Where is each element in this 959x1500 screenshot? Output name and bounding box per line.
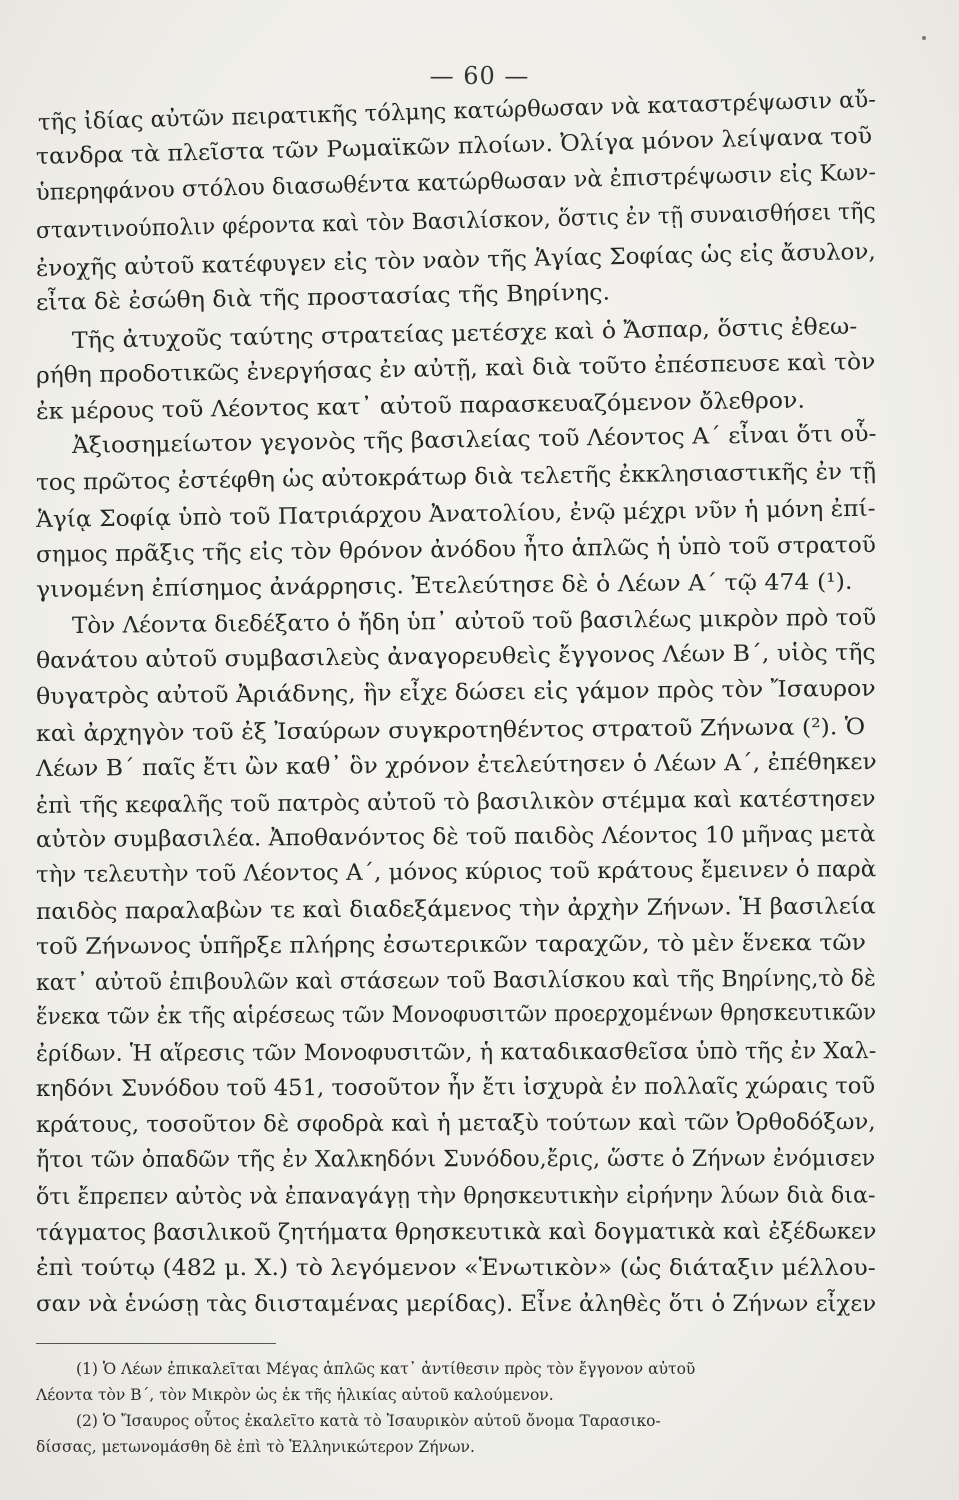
text-line: εἶτα δὲ ἐσώθη διὰ τῆς προστασίας τῆς Βηρίνης. [35, 279, 611, 316]
text-line: τάγματος βασιλικοῦ ζητήματα θρησκευτικὰ καὶ δογματικὰ καὶ ἐξέδωκεν [35, 1218, 877, 1246]
text-line: Λέων Β΄ παῖς ἔτι ὢν καθ᾽ ὃν χρόνον ἐτελεύτησεν ὁ Λέων Α΄, ἐπέθηκεν [35, 748, 877, 782]
text-line: ἐρίδων. Ἡ αἵρεσις τῶν Μονοφυσιτῶν, ἡ καταδικασθεῖσα ὑπὸ τῆς ἐν Χαλ- [35, 1038, 877, 1067]
text-line: ὑπερηφάνου στόλου διασωθέντα κατώρθωσαν νὰ ἐπιστρέψωσιν εἰς Κων- [35, 159, 877, 206]
footnote-line: Λέοντα τὸν Β΄, τὸν Μικρὸν ὡς ἐκ τῆς ἡλικίας αὐτοῦ καλούμενον. [36, 1386, 554, 1404]
text-line: τος πρῶτος ἐστέφθη ὡς αὐτοκράτωρ διὰ τελετῆς ἐκκλησιαστικῆς ἐν τῇ [35, 458, 877, 496]
text-line: σαν νὰ ἑνώσῃ τὰς διισταμένας μερίδας). Εἶνε ἀληθὲς ὅτι ὁ Ζήνων εἶχεν [36, 1291, 877, 1317]
text-line: κηδόνι Συνόδου τοῦ 451, τοσοῦτον ἦν ἔτι ἰσχυρὰ ἐν πολλαῖς χώραις τοῦ [35, 1073, 876, 1102]
footnote-divider [36, 1343, 276, 1344]
text-line: ἐπὶ τῆς κεφαλῆς τοῦ πατρὸς αὐτοῦ τὸ βασιλικὸν στέμμα καὶ κατέστησεν [35, 785, 876, 819]
text-line: Ἁγίᾳ Σοφίᾳ ὑπὸ τοῦ Πατριάρχου Ἀνατολίου, ἐνῷ μέχρι νῦν ἡ μόνη ἐπί- [35, 495, 876, 533]
text-line: ὅτι ἔπρεπεν αὐτὸς νὰ ἐπαναγάγῃ τὴν θρησκευτικὴν εἰρήνην λύων διὰ δια- [35, 1182, 876, 1210]
text-line: τῆς ἰδίας αὐτῶν πειρατικῆς τόλμης κατώρθωσαν νὰ καταστρέψωσιν αὔ- [37, 86, 877, 136]
footnote-line: δίσσας, μετωνομάσθη δὲ ἐπὶ τὸ Ἑλληνικώτερον Ζήνων. [36, 1438, 475, 1456]
text-line: καὶ ἀρχηγὸν τοῦ ἐξ Ἰσαύρων συγκροτηθέντος στρατοῦ Ζήνωνα (²). Ὁ [35, 714, 866, 747]
text-line: σημος πρᾶξις τῆς εἰς τὸν θρόνον ἀνόδου ἦτο ἁπλῶς ἡ ὑπὸ τοῦ στρατοῦ [35, 532, 877, 568]
text-line: θυγατρὸς αὐτοῦ Ἀριάδνης, ἣν εἶχε δώσει εἰς γάμον πρὸς τὸν Ἴσαυρον [35, 675, 876, 710]
text-line: Τὸν Λέοντα διεδέξατο ὁ ἤδη ὑπ᾽ αὐτοῦ τοῦ βασιλέως μικρὸν πρὸ τοῦ [71, 604, 877, 639]
text-line: τανδρα τὰ πλεῖστα τῶν Ρωμαϊκῶν πλοίων. Ὀλίγα μόνον λείψανα τοῦ [35, 123, 873, 170]
text-line: σταντινούπολιν φέροντα καὶ τὸν Βασιλίσκον, ὅστις ἐν τῇ συναισθήσει τῆς [35, 198, 876, 244]
text-line: τὴν τελευτὴν τοῦ Λέοντος Α΄, μόνος κύριος τοῦ κράτους ἔμεινεν ὁ παρὰ [35, 856, 877, 888]
text-line: ἕνεκα τῶν ἐκ τῆς αἱρέσεως τῶν Μονοφυσιτῶν προερχομένων θρησκευτικῶν [35, 999, 877, 1030]
text-line: κατ᾽ αὐτοῦ ἐπιβουλῶν καὶ στάσεων τοῦ Βασιλίσκου καὶ τῆς Βηρίνης,τὸ δὲ [35, 965, 876, 996]
page-number: — 60 — [429, 62, 530, 90]
text-line: τοῦ Ζήνωνος ὑπῆρξε πλήρης ἐσωτερικῶν ταραχῶν, τὸ μὲν ἕνεκα τῶν [35, 929, 867, 960]
text-line: αὐτὸν συμβασιλέα. Ἀποθανόντος δὲ τοῦ παιδὸς Λέοντος 10 μῆνας μετὰ [35, 821, 876, 853]
text-line: ἐκ μέρους τοῦ Λέοντος κατ᾽ αὐτοῦ παρασκευαζόμενον ὄλεθρον. [35, 387, 806, 425]
text-line: Τῆς ἀτυχοῦς ταύτης στρατείας μετέσχε καὶ ὁ Ἄσπαρ, ὅστις ἐθεω- [71, 313, 858, 354]
text-line: γινομένη ἐπίσημος ἀνάρρησις. Ἐτελεύτησε δὲ ὁ Λέων Α΄ τῷ 474 (¹). [35, 568, 853, 603]
text-line: ἐπὶ τούτῳ (482 μ. Χ.) τὸ λεγόμενον «Ἑνωτικὸν» (ὡς διάταξιν μέλλου- [36, 1255, 876, 1281]
text-line: ρήθη προδοτικῶς ἐνεργήσας ἐν αὐτῇ, καὶ διὰ τοῦτο ἐπέσπευσε καὶ τὸν [35, 348, 876, 389]
text-line: κράτους, τοσοῦτον δὲ σφοδρὰ καὶ ἡ μεταξὺ τούτων καὶ τῶν Ὀρθοδόξων, [35, 1109, 876, 1138]
text-line: παιδὸς παραλαβὼν τε καὶ διαδεξάμενος τὴν ἀρχὴν Ζήνων. Ἡ βασιλεία [35, 893, 876, 925]
text-line: ἤτοι τῶν ὀπαδῶν τῆς ἐν Χαλκηδόνι Συνόδου,ἔρις, ὥστε ὁ Ζήνων ἐνόμισεν [35, 1145, 876, 1173]
footnote-line: (2) Ὁ Ἴσαυρος οὗτος ἐκαλεῖτο κατὰ τὸ Ἰσαυρικὸν αὐτοῦ ὄνομα Ταρασικο- [76, 1412, 661, 1430]
footnote-line: (1) Ὁ Λέων ἐπικαλεῖται Μέγας ἁπλῶς κατ᾽ ἀντίθεσιν πρὸς τὸν ἔγγονον αὐτοῦ [76, 1360, 696, 1378]
text-line: θανάτου αὐτοῦ συμβασιλεὺς ἀναγορευθεὶς ἔγγονος Λέων Β΄, υἱὸς τῆς [35, 639, 876, 674]
text-line: ἐνοχῆς αὐτοῦ κατέφυγεν εἰς τὸν ναὸν τῆς Ἁγίας Σοφίας ὡς εἰς ἄσυλον, [35, 238, 876, 282]
text-line: Ἀξιοσημείωτον γεγονὸς τῆς βασιλείας τοῦ Λέοντος Α΄ εἶναι ὅτι οὗ- [71, 420, 877, 459]
